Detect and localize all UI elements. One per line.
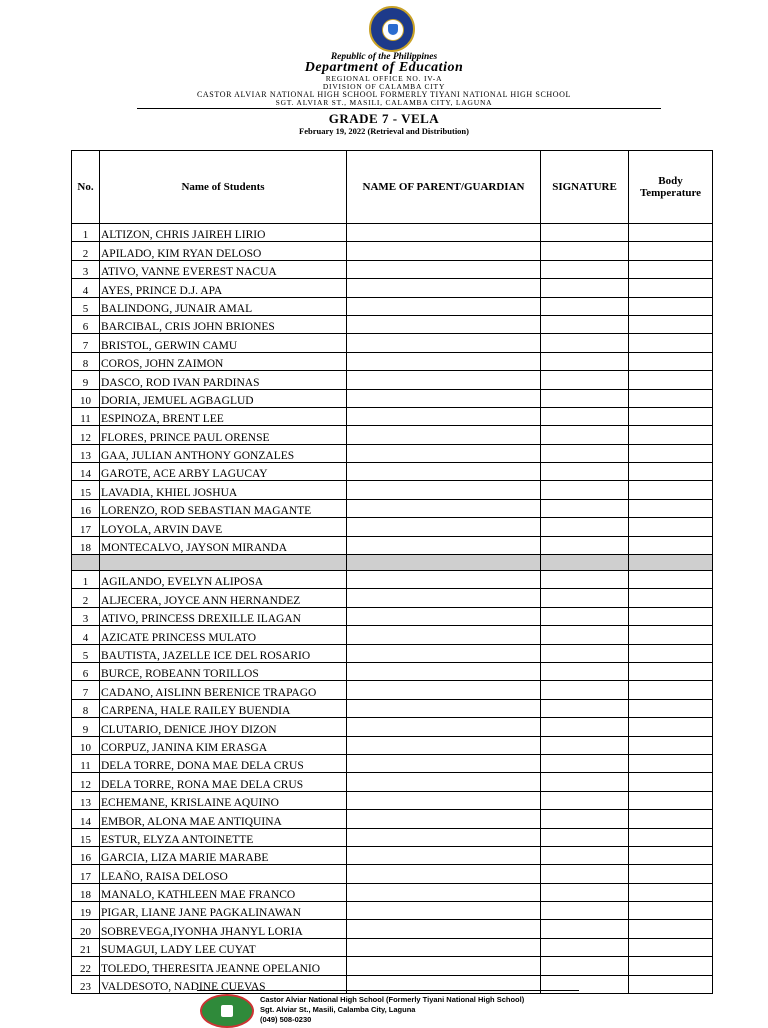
table-row xyxy=(72,279,713,297)
table-row xyxy=(72,371,713,389)
signature-cell xyxy=(541,315,629,333)
parent-cell xyxy=(347,260,541,278)
signature-cell xyxy=(541,426,629,444)
row-number: 19 xyxy=(72,902,100,920)
parent-cell xyxy=(347,902,541,920)
parent-cell xyxy=(347,883,541,901)
col-header-name: Name of Students xyxy=(100,151,347,224)
student-name: ATIVO, VANNE EVEREST NACUA xyxy=(100,260,347,278)
student-name: COROS, JOHN ZAIMON xyxy=(100,352,347,370)
student-name: VALDESOTO, NADINE CUEVAS xyxy=(100,975,347,993)
table-row xyxy=(72,607,713,625)
student-name: CORPUZ, JANINA KIM ERASGA xyxy=(100,736,347,754)
row-number: 4 xyxy=(72,279,100,297)
signature-cell xyxy=(541,352,629,370)
deped-seal-logo xyxy=(369,6,415,52)
table-row xyxy=(72,407,713,425)
table-row xyxy=(72,699,713,717)
signature-cell xyxy=(541,518,629,536)
signature-cell xyxy=(541,407,629,425)
row-number: 2 xyxy=(72,242,100,260)
row-number: 9 xyxy=(72,718,100,736)
student-name: MONTECALVO, JAYSON MIRANDA xyxy=(100,536,347,554)
parent-cell xyxy=(347,444,541,462)
table-row xyxy=(72,444,713,462)
student-name: TOLEDO, THERESITA JEANNE OPELANIO xyxy=(100,957,347,975)
parent-cell xyxy=(347,224,541,242)
parent-cell xyxy=(347,589,541,607)
student-name: SOBREVEGA,IYONHA JHANYL LORIA xyxy=(100,920,347,938)
parent-cell xyxy=(347,846,541,864)
signature-cell xyxy=(541,883,629,901)
temperature-cell xyxy=(629,499,713,517)
table-row xyxy=(72,957,713,975)
table-body xyxy=(72,224,713,994)
temperature-cell xyxy=(629,426,713,444)
temperature-cell xyxy=(629,902,713,920)
student-name: BURCE, ROBEANN TORILLOS xyxy=(100,662,347,680)
row-number: 7 xyxy=(72,681,100,699)
parent-cell xyxy=(347,957,541,975)
table-row xyxy=(72,426,713,444)
signature-cell xyxy=(541,957,629,975)
temperature-cell xyxy=(629,297,713,315)
row-number: 2 xyxy=(72,589,100,607)
parent-cell xyxy=(347,279,541,297)
temperature-cell xyxy=(629,463,713,481)
row-number: 23 xyxy=(72,975,100,993)
parent-cell xyxy=(347,607,541,625)
signature-cell xyxy=(541,242,629,260)
table-row xyxy=(72,773,713,791)
signature-cell xyxy=(541,260,629,278)
table-row xyxy=(72,736,713,754)
row-number: 21 xyxy=(72,938,100,956)
row-number: 12 xyxy=(72,773,100,791)
table-row xyxy=(72,352,713,370)
signature-cell xyxy=(541,828,629,846)
table-row xyxy=(72,681,713,699)
temperature-cell xyxy=(629,352,713,370)
col-header-signature: SIGNATURE xyxy=(541,151,629,224)
row-number: 16 xyxy=(72,846,100,864)
signature-cell xyxy=(541,662,629,680)
student-name: ATIVO, PRINCESS DREXILLE ILAGAN xyxy=(100,607,347,625)
separator-cell xyxy=(100,555,347,571)
parent-cell xyxy=(347,352,541,370)
temperature-cell xyxy=(629,536,713,554)
table-row xyxy=(72,589,713,607)
temperature-cell xyxy=(629,883,713,901)
student-name: AZICATE PRINCESS MULATO xyxy=(100,626,347,644)
temperature-cell xyxy=(629,975,713,993)
table-row xyxy=(72,754,713,772)
temperature-cell xyxy=(629,481,713,499)
signature-cell xyxy=(541,607,629,625)
table-row xyxy=(72,938,713,956)
row-number: 22 xyxy=(72,957,100,975)
row-number: 6 xyxy=(72,662,100,680)
student-name: LEAÑO, RAISA DELOSO xyxy=(100,865,347,883)
row-number: 8 xyxy=(72,699,100,717)
table-row xyxy=(72,791,713,809)
row-number: 18 xyxy=(72,536,100,554)
footer-phone: (049) 508-0230 xyxy=(260,1015,312,1024)
row-number: 12 xyxy=(72,426,100,444)
header-republic: Republic of the Philippines xyxy=(330,52,438,62)
table-row xyxy=(72,499,713,517)
signature-cell xyxy=(541,589,629,607)
separator-cell xyxy=(629,555,713,571)
table-row xyxy=(72,481,713,499)
table-row xyxy=(72,865,713,883)
signature-cell xyxy=(541,499,629,517)
temperature-cell xyxy=(629,260,713,278)
signature-cell xyxy=(541,699,629,717)
table-row xyxy=(72,260,713,278)
parent-cell xyxy=(347,297,541,315)
parent-cell xyxy=(347,334,541,352)
row-number: 3 xyxy=(72,260,100,278)
row-number: 15 xyxy=(72,828,100,846)
temperature-cell xyxy=(629,865,713,883)
student-name: AGILANDO, EVELYN ALIPOSA xyxy=(100,571,347,589)
header-divider xyxy=(137,108,661,109)
row-number: 13 xyxy=(72,444,100,462)
table-row xyxy=(72,518,713,536)
table-row xyxy=(72,242,713,260)
parent-cell xyxy=(347,518,541,536)
parent-cell xyxy=(347,242,541,260)
student-name: MANALO, KATHLEEN MAE FRANCO xyxy=(100,883,347,901)
temperature-cell xyxy=(629,589,713,607)
signature-cell xyxy=(541,389,629,407)
table-row xyxy=(72,389,713,407)
table-row xyxy=(72,463,713,481)
student-name: EMBOR, ALONA MAE ANTIQUINA xyxy=(100,810,347,828)
parent-cell xyxy=(347,810,541,828)
signature-cell xyxy=(541,736,629,754)
parent-cell xyxy=(347,499,541,517)
signature-cell xyxy=(541,681,629,699)
table-row xyxy=(72,297,713,315)
row-number: 18 xyxy=(72,883,100,901)
table-row xyxy=(72,224,713,242)
temperature-cell xyxy=(629,920,713,938)
header-school: CASTOR ALVIAR NATIONAL HIGH SCHOOL FORMERLY TIYANI NATIONAL HIGH SCHOOL xyxy=(196,90,572,99)
student-name: GAROTE, ACE ARBY LAGUCAY xyxy=(100,463,347,481)
col-header-no: No. xyxy=(72,151,100,224)
signature-cell xyxy=(541,791,629,809)
temperature-cell xyxy=(629,407,713,425)
parent-cell xyxy=(347,773,541,791)
temperature-cell xyxy=(629,754,713,772)
signature-cell xyxy=(541,773,629,791)
school-logo xyxy=(200,994,254,1028)
parent-cell xyxy=(347,315,541,333)
signature-cell xyxy=(541,444,629,462)
table-row xyxy=(72,536,713,554)
temperature-cell xyxy=(629,626,713,644)
parent-cell xyxy=(347,736,541,754)
temperature-cell xyxy=(629,681,713,699)
table-row xyxy=(72,920,713,938)
student-name: BALINDONG, JUNAIR AMAL xyxy=(100,297,347,315)
temperature-cell xyxy=(629,718,713,736)
temperature-cell xyxy=(629,828,713,846)
parent-cell xyxy=(347,938,541,956)
signature-cell xyxy=(541,865,629,883)
student-name: LOYOLA, ARVIN DAVE xyxy=(100,518,347,536)
parent-cell xyxy=(347,791,541,809)
signature-cell xyxy=(541,920,629,938)
signature-cell xyxy=(541,754,629,772)
parent-cell xyxy=(347,644,541,662)
header-address: SGT. ALVIAR ST., MASILI, CALAMBA CITY, LAGUNA xyxy=(275,98,493,107)
temperature-cell xyxy=(629,571,713,589)
student-name: SUMAGUI, LADY LEE CUYAT xyxy=(100,938,347,956)
parent-cell xyxy=(347,865,541,883)
row-number: 17 xyxy=(72,518,100,536)
row-number: 15 xyxy=(72,481,100,499)
student-name: CLUTARIO, DENICE JHOY DIZON xyxy=(100,718,347,736)
row-number: 6 xyxy=(72,315,100,333)
temperature-cell xyxy=(629,699,713,717)
table-row xyxy=(72,902,713,920)
student-name: GAA, JULIAN ANTHONY GONZALES xyxy=(100,444,347,462)
parent-cell xyxy=(347,681,541,699)
separator-cell xyxy=(347,555,541,571)
table-row xyxy=(72,644,713,662)
temperature-cell xyxy=(629,662,713,680)
temperature-cell xyxy=(629,938,713,956)
row-number: 1 xyxy=(72,224,100,242)
temperature-cell xyxy=(629,644,713,662)
signature-cell xyxy=(541,334,629,352)
temperature-cell xyxy=(629,279,713,297)
table-row xyxy=(72,334,713,352)
signature-cell xyxy=(541,846,629,864)
student-name: LAVADIA, KHIEL JOSHUA xyxy=(100,481,347,499)
student-name: DELA TORRE, DONA MAE DELA CRUS xyxy=(100,754,347,772)
student-name: ESTUR, ELYZA ANTOINETTE xyxy=(100,828,347,846)
row-number: 8 xyxy=(72,352,100,370)
row-number: 11 xyxy=(72,754,100,772)
signature-cell xyxy=(541,224,629,242)
row-number: 13 xyxy=(72,791,100,809)
table-header-row xyxy=(72,151,713,224)
row-number: 17 xyxy=(72,865,100,883)
temperature-cell xyxy=(629,810,713,828)
temperature-cell xyxy=(629,389,713,407)
signature-cell xyxy=(541,626,629,644)
student-name: BAUTISTA, JAZELLE ICE DEL ROSARIO xyxy=(100,644,347,662)
temperature-cell xyxy=(629,444,713,462)
student-name: GARCIA, LIZA MARIE MARABE xyxy=(100,846,347,864)
student-name: LORENZO, ROD SEBASTIAN MAGANTE xyxy=(100,499,347,517)
col-header-temperature: Body Temperature xyxy=(629,151,713,224)
parent-cell xyxy=(347,463,541,481)
parent-cell xyxy=(347,371,541,389)
signature-cell xyxy=(541,810,629,828)
student-table xyxy=(71,150,713,994)
student-name: ALTIZON, CHRIS JAIREH LIRIO xyxy=(100,224,347,242)
signature-cell xyxy=(541,463,629,481)
student-name: BARCIBAL, CRIS JOHN BRIONES xyxy=(100,315,347,333)
temperature-cell xyxy=(629,315,713,333)
parent-cell xyxy=(347,662,541,680)
temperature-cell xyxy=(629,736,713,754)
temperature-cell xyxy=(629,957,713,975)
table-row xyxy=(72,810,713,828)
row-number: 7 xyxy=(72,334,100,352)
parent-cell xyxy=(347,718,541,736)
col-header-parent: NAME OF PARENT/GUARDIAN xyxy=(347,151,541,224)
signature-cell xyxy=(541,718,629,736)
parent-cell xyxy=(347,426,541,444)
temperature-cell xyxy=(629,371,713,389)
temperature-cell xyxy=(629,791,713,809)
parent-cell xyxy=(347,920,541,938)
separator-cell xyxy=(72,555,100,571)
header-division: DIVISION OF CALAMBA CITY xyxy=(322,82,446,91)
row-number: 20 xyxy=(72,920,100,938)
signature-cell xyxy=(541,371,629,389)
student-name: AYES, PRINCE D.J. APA xyxy=(100,279,347,297)
table-row xyxy=(72,846,713,864)
signature-cell xyxy=(541,481,629,499)
header-region: REGIONAL OFFICE NO. IV-A xyxy=(325,74,443,83)
row-number: 10 xyxy=(72,736,100,754)
student-name: DORIA, JEMUEL AGBAGLUD xyxy=(100,389,347,407)
student-name: ECHEMANE, KRISLAINE AQUINO xyxy=(100,791,347,809)
signature-cell xyxy=(541,279,629,297)
signature-cell xyxy=(541,938,629,956)
signature-cell xyxy=(541,297,629,315)
parent-cell xyxy=(347,536,541,554)
temperature-cell xyxy=(629,224,713,242)
student-name: APILADO, KIM RYAN DELOSO xyxy=(100,242,347,260)
signature-cell xyxy=(541,536,629,554)
temperature-cell xyxy=(629,334,713,352)
temperature-cell xyxy=(629,242,713,260)
student-name: DASCO, ROD IVAN PARDINAS xyxy=(100,371,347,389)
temperature-cell xyxy=(629,846,713,864)
student-name: PIGAR, LIANE JANE PAGKALINAWAN xyxy=(100,902,347,920)
separator-cell xyxy=(541,555,629,571)
row-number: 3 xyxy=(72,607,100,625)
row-number: 10 xyxy=(72,389,100,407)
signature-cell xyxy=(541,644,629,662)
student-name: ALJECERA, JOYCE ANN HERNANDEZ xyxy=(100,589,347,607)
parent-cell xyxy=(347,389,541,407)
parent-cell xyxy=(347,754,541,772)
parent-cell xyxy=(347,407,541,425)
table-row xyxy=(72,626,713,644)
row-number: 14 xyxy=(72,463,100,481)
row-number: 5 xyxy=(72,644,100,662)
page-date: February 19, 2022 (Retrieval and Distribution) xyxy=(299,126,469,136)
table-row xyxy=(72,883,713,901)
parent-cell xyxy=(347,571,541,589)
student-name: FLORES, PRINCE PAUL ORENSE xyxy=(100,426,347,444)
table-row xyxy=(72,662,713,680)
row-number: 9 xyxy=(72,371,100,389)
row-number: 4 xyxy=(72,626,100,644)
section-separator-row xyxy=(72,555,713,571)
table-row xyxy=(72,571,713,589)
row-number: 14 xyxy=(72,810,100,828)
footer-school: Castor Alviar National High School (Formerly Tiyani National High School) xyxy=(260,995,525,1004)
footer-divider xyxy=(197,990,579,991)
student-name: BRISTOL, GERWIN CAMU xyxy=(100,334,347,352)
table-row xyxy=(72,315,713,333)
row-number: 5 xyxy=(72,297,100,315)
header-department: Department of Education xyxy=(304,60,464,75)
table-row xyxy=(72,718,713,736)
signature-cell xyxy=(541,571,629,589)
student-name: CARPENA, HALE RAILEY BUENDIA xyxy=(100,699,347,717)
temperature-cell xyxy=(629,518,713,536)
student-name: DELA TORRE, RONA MAE DELA CRUS xyxy=(100,773,347,791)
row-number: 16 xyxy=(72,499,100,517)
footer-address: Sgt. Alviar St., Masili, Calamba City, Laguna xyxy=(260,1005,416,1014)
student-name: ESPINOZA, BRENT LEE xyxy=(100,407,347,425)
temperature-cell xyxy=(629,773,713,791)
row-number: 11 xyxy=(72,407,100,425)
signature-cell xyxy=(541,902,629,920)
parent-cell xyxy=(347,626,541,644)
temperature-cell xyxy=(629,607,713,625)
table-row xyxy=(72,828,713,846)
parent-cell xyxy=(347,481,541,499)
page-title: GRADE 7 - VELA xyxy=(328,111,440,126)
parent-cell xyxy=(347,828,541,846)
student-name: CADANO, AISLINN BERENICE TRAPAGO xyxy=(100,681,347,699)
row-number: 1 xyxy=(72,571,100,589)
parent-cell xyxy=(347,699,541,717)
